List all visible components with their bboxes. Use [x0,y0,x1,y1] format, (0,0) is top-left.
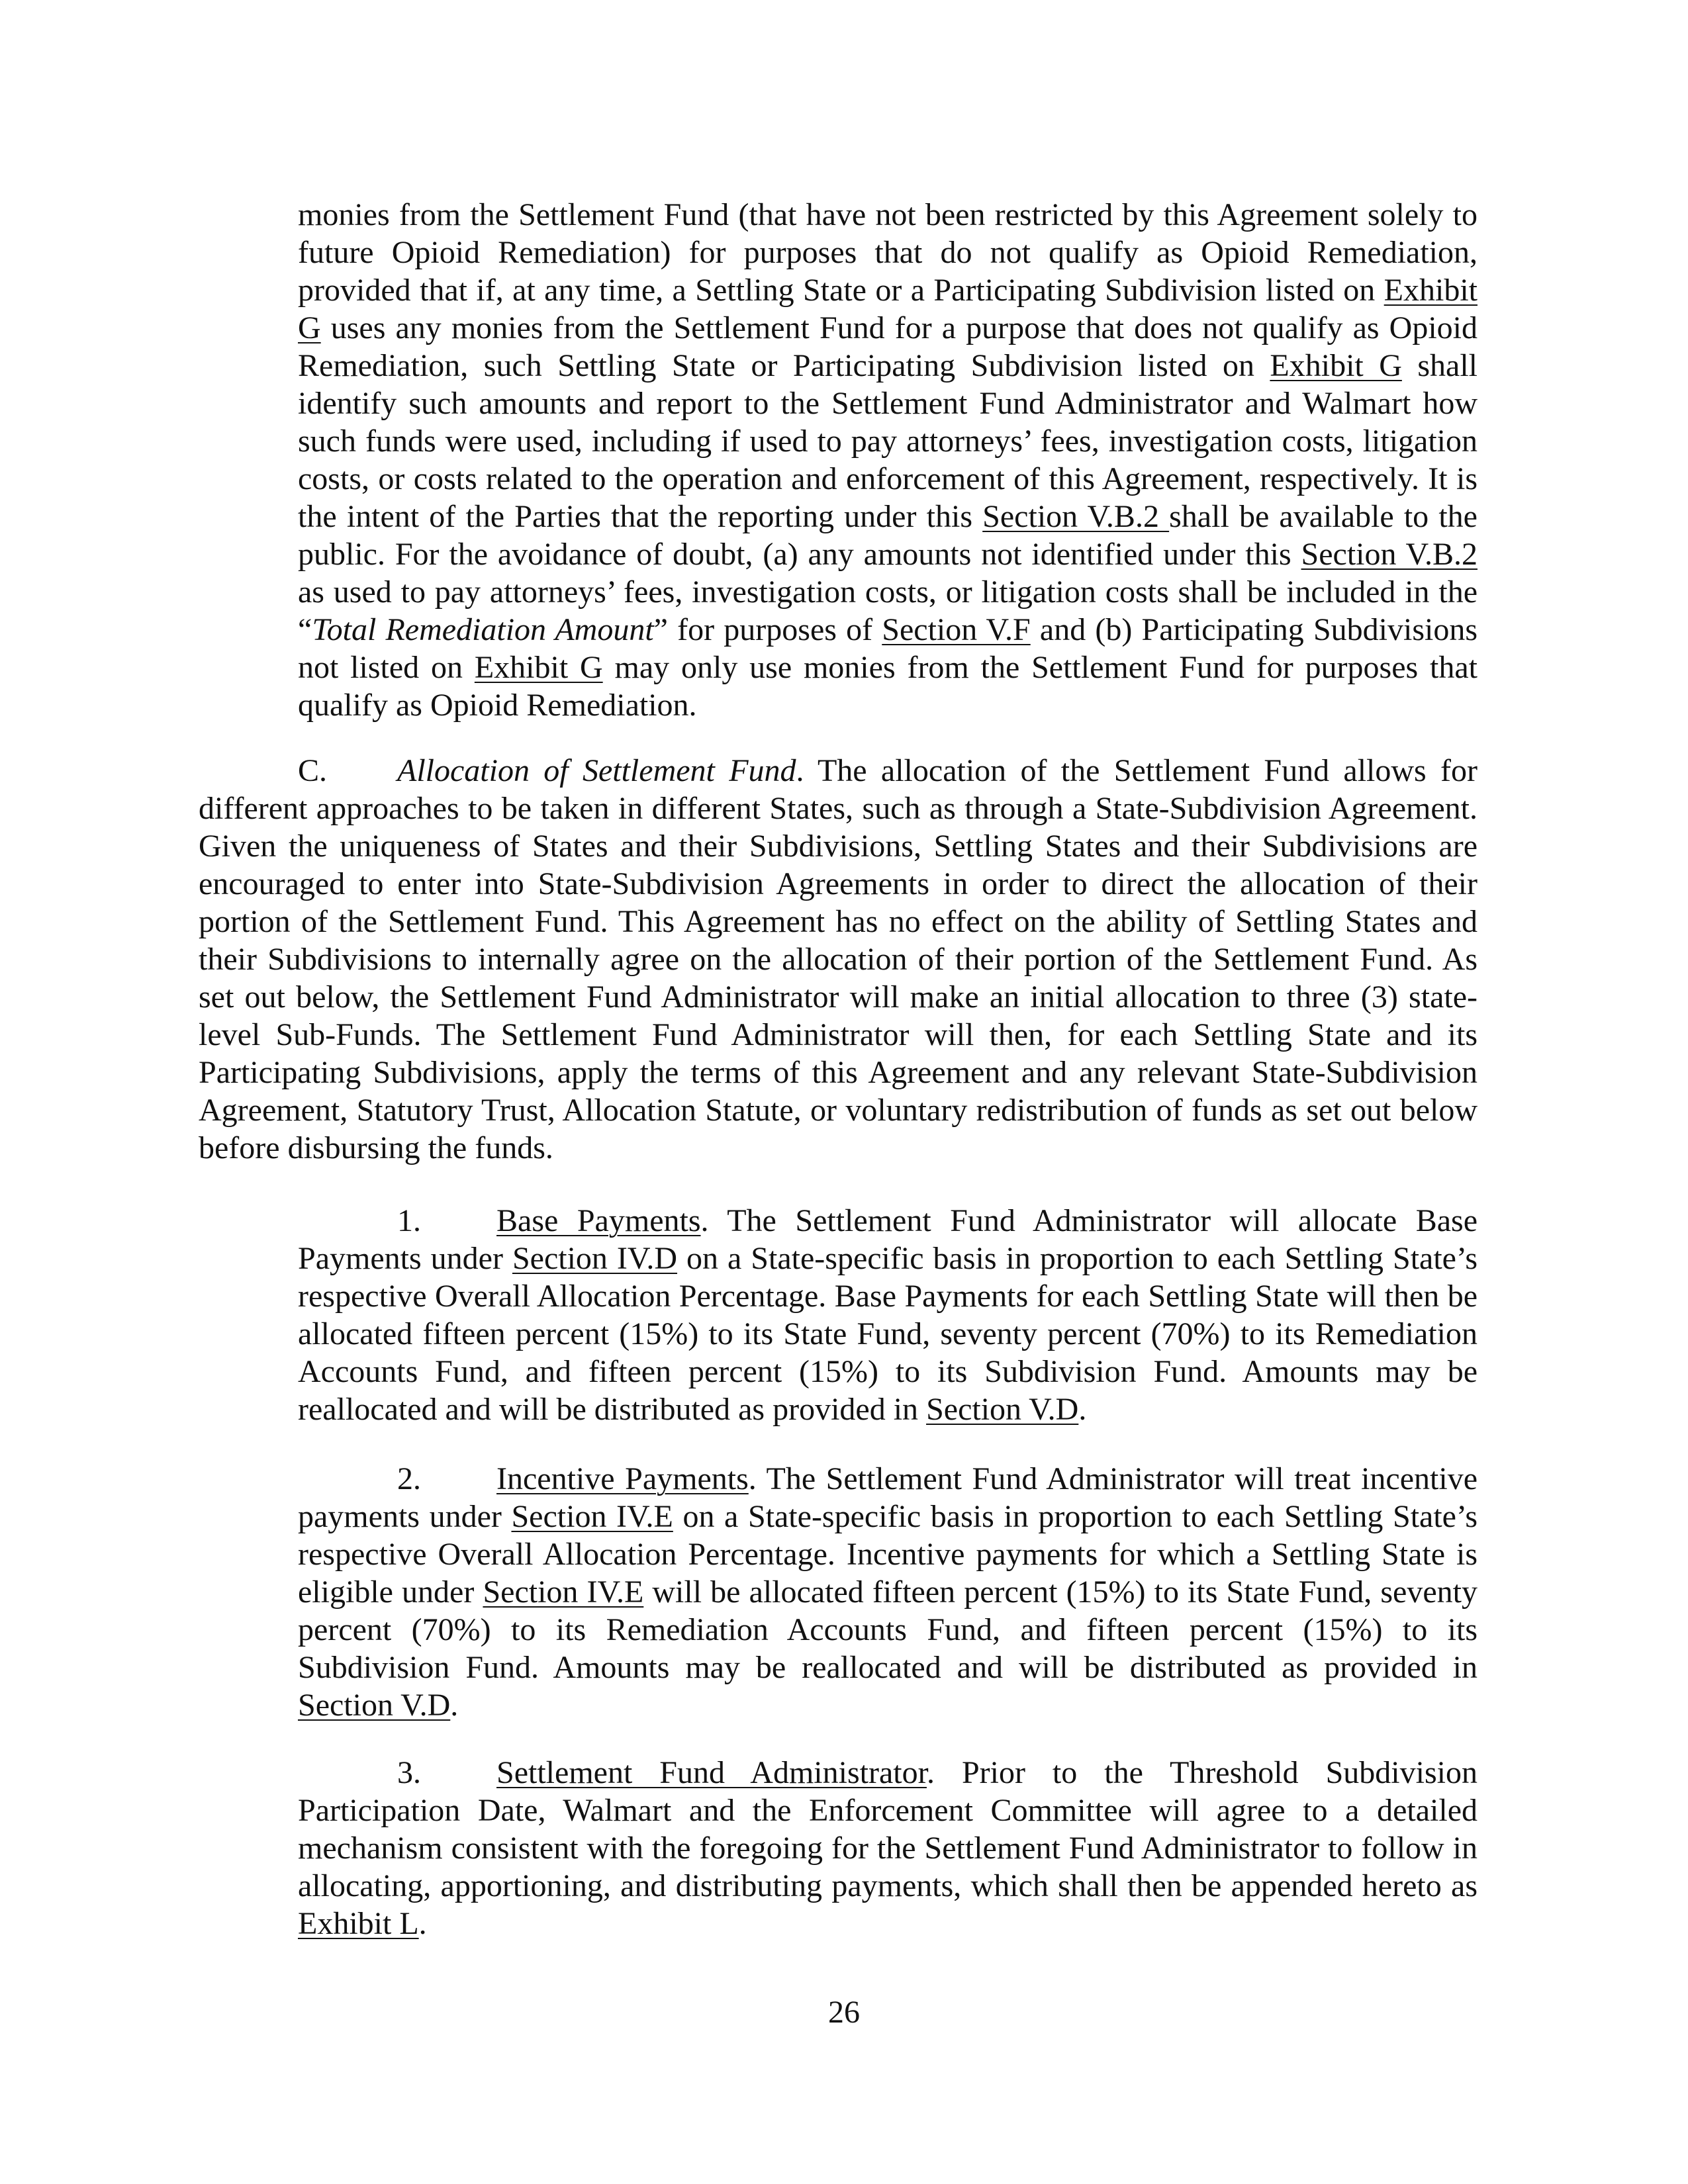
cross-reference-section-v-b-2: Section V.B.2 [982,499,1170,534]
defined-term-total-remediation-amount: Total Remediation Amount [312,612,654,647]
cross-reference-section-iv-d: Section IV.D [512,1241,678,1276]
paragraph-item-1 [298,1202,1477,1428]
cross-reference-section-iv-e: Section IV.E [511,1499,673,1534]
paragraph-section-c [199,752,1477,1167]
cross-reference-section-v-b-2: Section V.B.2 [1301,537,1477,572]
text-run: ” for purposes of [653,612,882,647]
cross-reference-section-v-f: Section V.F [882,612,1031,647]
text-run: . Prior to the Threshold Subdivision Participation Date, Walmart and the Enforcement Committee will agree to a detailed mechanism consistent with the foregoing for the Settlement Fund Administrator to follow in allocating, apportioning, and distributing payments, which shall then be appended hereto as [298,1755,1477,1903]
paragraph-item-2 [298,1460,1477,1724]
text-run: . The Settlement Fund Administrator will allocate Base Payments under [298,1203,1477,1276]
cross-reference-exhibit-g: Exhibit G [474,650,603,685]
text-run: as used to pay attorneys’ fees, investigation costs, or litigation costs shall be included in the “ [298,574,1477,647]
text-run: . [450,1688,459,1723]
cross-reference-exhibit-g: Exhibit G [298,273,1477,345]
cross-reference-exhibit-g: Exhibit G [1270,348,1402,383]
text-run: . [418,1906,427,1941]
paragraph-item-3 [298,1754,1477,1942]
cross-reference-exhibit-l: Exhibit L [298,1906,419,1941]
cross-reference-section-iv-e: Section IV.E [483,1574,644,1610]
paragraph-b2-continuation [298,196,1477,724]
item-1-label: 1. [397,1203,421,1238]
text-run: may only use monies from the Settlement Fund for purposes that qualify as Opioid Remediation. [298,650,1478,723]
section-c-body: . The allocation of the Settlement Fund allows for different approaches to be taken in different States, such as through a State-Subdivision Agreement. Given the uniqueness of States and their Subdivisions, Settling States and their Subdivisions are encouraged to enter into State-Subdivision Agreements in order to direct the allocation of their portion of the Settlement Fund. This Agreement has no effect on the ability of Settling States and their Subdivisions to internally agree on the allocation of their portion of the Settlement Fund. As set out below, the Settlement Fund Administrator will make an initial allocation to three (3) state-level Sub-Funds. The Settlement Fund Administrator will then, for each Settling State and its Participating Subdivisions, apply the terms of this Agreement and any relevant State-Subdivision Agreement, Statutory Trust, Allocation Statute, or voluntary redistribution of funds as set out below before disbursing the funds. [199,753,1477,1165]
text-run: will be allocated fifteen percent (15%) to its State Fund, seventy percent (70%) to its Remediation Accounts Fund, and fifteen percent (15%) to its Subdivision Fund. Amounts may be reallocated and will be distributed as provided in [298,1574,1477,1685]
text-run: shall be available to the public. For the avoidance of doubt, (a) any amounts not identified under this [298,499,1477,572]
item-1-title: Base Payments [496,1203,701,1238]
text-run: shall identify such amounts and report to the Settlement Fund Administrator and Walmart how such funds were used, including if used to pay attorneys’ fees, investigation costs, litigation costs, or costs related to the operation and enforcement of this Agreement, respectively. It is the intent of the Parties that the reporting under this [298,348,1477,534]
cross-reference-section-v-d: Section V.D [298,1688,451,1723]
section-c-title: Allocation of Settlement Fund [397,753,796,788]
text-run: monies from the Settlement Fund (that have not been restricted by this Agreement solely to future Opioid Remediation) for purposes that do not qualify as Opioid Remediation, provided that if, at any time, a Settling State or a Participating Subdivision listed on [298,197,1477,308]
text-run: on a State-specific basis in proportion to each Settling State’s respective Overall Allocation Percentage. Incentive payments for which a Settling State is eligible under [298,1499,1478,1610]
text-run: uses any monies from the Settlement Fund for a purpose that does not qualify as Opioid Remediation, such Settling State or Participating Subdivision listed on [298,310,1477,383]
item-3-label: 3. [397,1755,421,1790]
cross-reference-section-v-d: Section V.D [926,1392,1079,1427]
text-run: and (b) Participating Subdivisions not listed on [298,612,1478,685]
item-2-title: Incentive Payments [496,1461,749,1496]
text-run: . [1078,1392,1087,1427]
text-run: . The Settlement Fund Administrator will treat incentive payments under [298,1461,1477,1534]
page-number: 26 [828,1995,860,2030]
item-3-title: Settlement Fund Administrator [496,1755,927,1790]
section-c-label: C. [298,753,328,788]
item-2-label: 2. [397,1461,421,1496]
text-run: on a State-specific basis in proportion to each Settling State’s respective Overall Allocation Percentage. Base Payments for each Settling State will then be allocated fifteen percent (15%) to its State Fund, seventy percent (70%) to its Remediation Accounts Fund, and fifteen percent (15%) to its Subdivision Fund. Amounts may be reallocated and will be distributed as provided in [298,1241,1478,1427]
